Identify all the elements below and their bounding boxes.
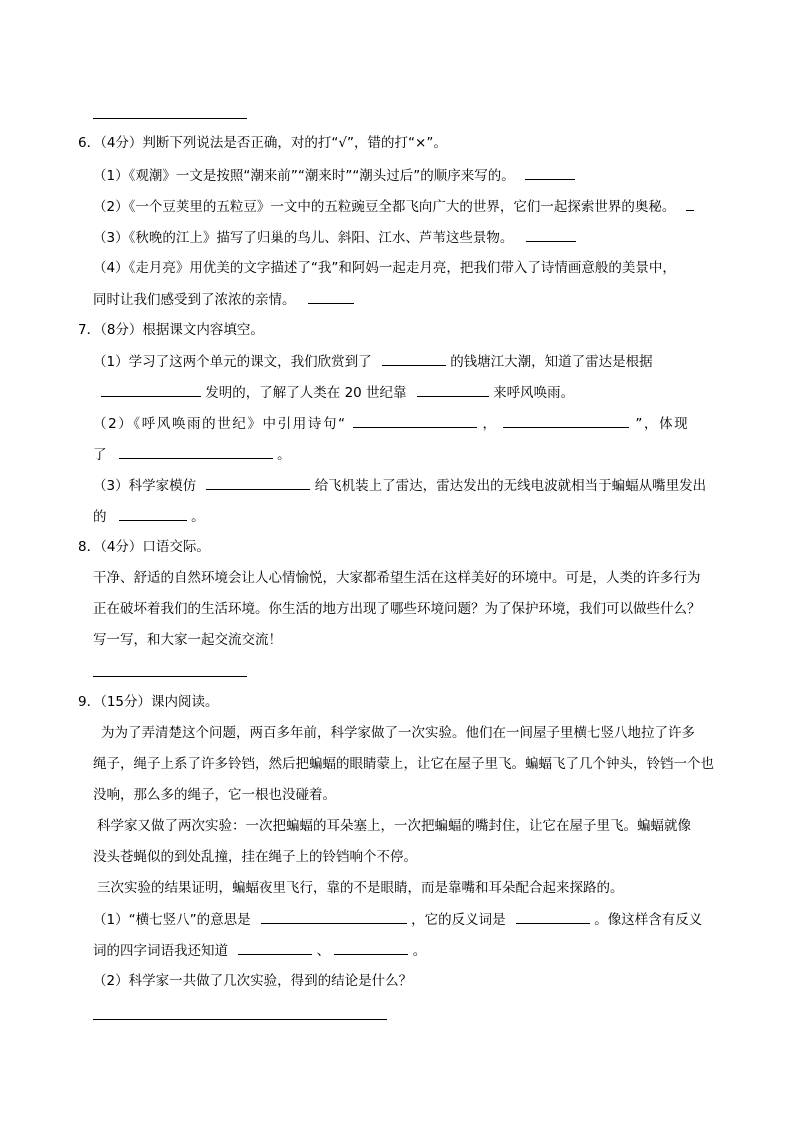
q9-sub1-line2	[93, 940, 426, 962]
q7-part2-text-a: （2）《呼风唤雨的世纪》中引用诗句“	[93, 416, 347, 432]
q7-blank-8[interactable]	[119, 506, 187, 521]
q9-passage-p3-line1: 三次实验的结果证明，蝙蝠夜里飞行，靠的不是眼睛，而是靠嘴和耳朵配合起来探路的。	[97, 880, 624, 896]
q8-line-3: 写一写，和大家一起交流交流！	[93, 632, 282, 648]
q9-passage-p1-line2: 绳子，绳子上系了许多铃铛，然后把蝙蝠的眼睛蒙上，让它在屋子里飞。蝙蝠飞了几个钟头，铃铛一个也	[93, 756, 714, 772]
q6-statement-4-text: 同时让我们感受到了浓浓的亲情。	[93, 292, 296, 308]
q7-part2-text-c: 了	[93, 447, 107, 463]
q7-blank-7[interactable]	[206, 475, 310, 490]
q6-statement-1-text: （1）《观潮》一文是按照“潮来前”“潮来时”“潮头过后”的顺序来写的。	[93, 168, 515, 184]
q6-title: 6．（4分）判断下列说法是否正确，对的打“√”，错的打“×”。	[78, 135, 447, 151]
q7-part2-text-b: ”，体现	[635, 416, 690, 432]
q9-sub1-text-e: 、	[316, 943, 331, 959]
q9-blank-3[interactable]	[238, 940, 312, 955]
q8-line-1: 干净、舒适的自然环境会让人心情愉悦，大家都希望生活在这样美好的环境中。可是，人类的许多行为	[93, 570, 701, 586]
q9-passage-p2-line2: 没头苍蝇似的到处乱撞，挂在绳子上的铃铛响个不停。	[93, 849, 417, 865]
q7-title: 7．（8分）根据课文内容填空。	[78, 322, 264, 338]
q9-sub2-question: （2）科学家一共做了几次实验，得到的结论是什么？	[93, 973, 413, 989]
q9-blank-4[interactable]	[334, 940, 408, 955]
q6-answer-blank-1[interactable]	[525, 165, 575, 180]
q7-part1-text-b: 的钱塘江大潮，知道了雷达是根据	[450, 354, 653, 370]
q9-passage-p1-line3: 没响，那么多的绳子，它一根也没碰着。	[93, 787, 336, 803]
q7-part3-text-c: 的	[93, 509, 107, 525]
q9-sub1-line1	[93, 909, 702, 931]
q7-part3-line2	[93, 506, 205, 528]
q7-part2-line2	[93, 444, 291, 466]
q7-part3-text-b: 给飞机装上了雷达，雷达发出的无线电波就相当于蝙蝠从嘴里发出	[314, 478, 707, 494]
q6-statement-3	[93, 227, 576, 249]
q6-statement-1	[93, 165, 575, 187]
q6-statement-4-line2	[93, 289, 354, 311]
q7-part3-line1	[93, 475, 706, 497]
q7-blank-1[interactable]	[382, 351, 446, 366]
q8-title: 8．（4分）口语交际。	[78, 539, 210, 555]
q9-sub1-text-f: 。	[412, 943, 427, 959]
q7-part1-line2	[101, 382, 574, 404]
q6-statement-2-text: （2）《一个豆荚里的五粒豆》一文中的五粒豌豆全都飞向广大的世界，它们一起探索世界的奥秘。	[93, 199, 676, 215]
q7-part2-comma: ，	[482, 416, 498, 432]
q9-sub2-answer-line[interactable]	[93, 1019, 387, 1020]
q8-line-2: 正在破坏着我们的生活环境。你生活的地方出现了哪些环境问题？为了保护环境，我们可以做些什么？	[93, 601, 701, 617]
q7-part1-line1	[93, 351, 653, 373]
q9-blank-2[interactable]	[516, 909, 590, 924]
q7-part1-text-c: 发明的，了解了人类在 20 世纪靠	[205, 385, 407, 401]
answer-line-top	[93, 118, 247, 119]
q7-part3-text-d: 。	[191, 509, 205, 525]
q6-statement-4-line1: （4）《走月亮》用优美的文字描述了“我”和阿妈一起走月亮，把我们带入了诗情画意般的美景中，	[93, 260, 676, 276]
q7-blank-4[interactable]	[353, 413, 477, 428]
q7-part2-text-d: 。	[277, 447, 291, 463]
q7-part3-text-a: （3）科学家模仿	[93, 478, 197, 494]
q7-part1-text-d: 来呼风唤雨。	[493, 385, 575, 401]
q7-blank-5[interactable]	[503, 413, 629, 428]
q9-passage-p1-line1: 为为了弄清楚这个问题，两百多年前，科学家做了一次实验。他们在一间屋子里横七竖八地拉了许多	[101, 725, 695, 741]
q7-blank-6[interactable]	[119, 444, 273, 459]
q9-sub1-text-b: ，它的反义词是	[411, 912, 506, 928]
q9-sub1-text-d: 词的四字词语我还知道	[93, 943, 228, 959]
q9-title: 9．（15分）课内阅读。	[78, 694, 219, 710]
q6-statement-2	[93, 196, 694, 218]
q7-blank-3[interactable]	[417, 382, 489, 397]
q9-passage-p2-line1: 科学家又做了两次实验：一次把蝙蝠的耳朵塞上，一次把蝙蝠的嘴封住，让它在屋子里飞。蝙蝠就像	[97, 818, 691, 834]
q6-statement-3-text: （3）《秋晚的江上》描写了归巢的鸟儿、斜阳、江水、芦苇这些景物。	[93, 230, 514, 246]
q6-answer-blank-2[interactable]	[686, 196, 694, 211]
q7-part1-text-a: （1）学习了这两个单元的课文，我们欣赏到了	[93, 354, 372, 370]
q9-blank-1[interactable]	[261, 909, 407, 924]
q7-blank-2[interactable]	[101, 382, 201, 397]
q6-answer-blank-4[interactable]	[308, 289, 354, 304]
q7-part2-line1	[93, 413, 689, 435]
q8-answer-line[interactable]	[93, 676, 247, 677]
q9-sub1-text-c: 。像这样含有反义	[594, 912, 703, 928]
q9-sub1-text-a: （1）“横七竖八”的意思是	[93, 912, 251, 928]
q6-answer-blank-3[interactable]	[526, 227, 576, 242]
